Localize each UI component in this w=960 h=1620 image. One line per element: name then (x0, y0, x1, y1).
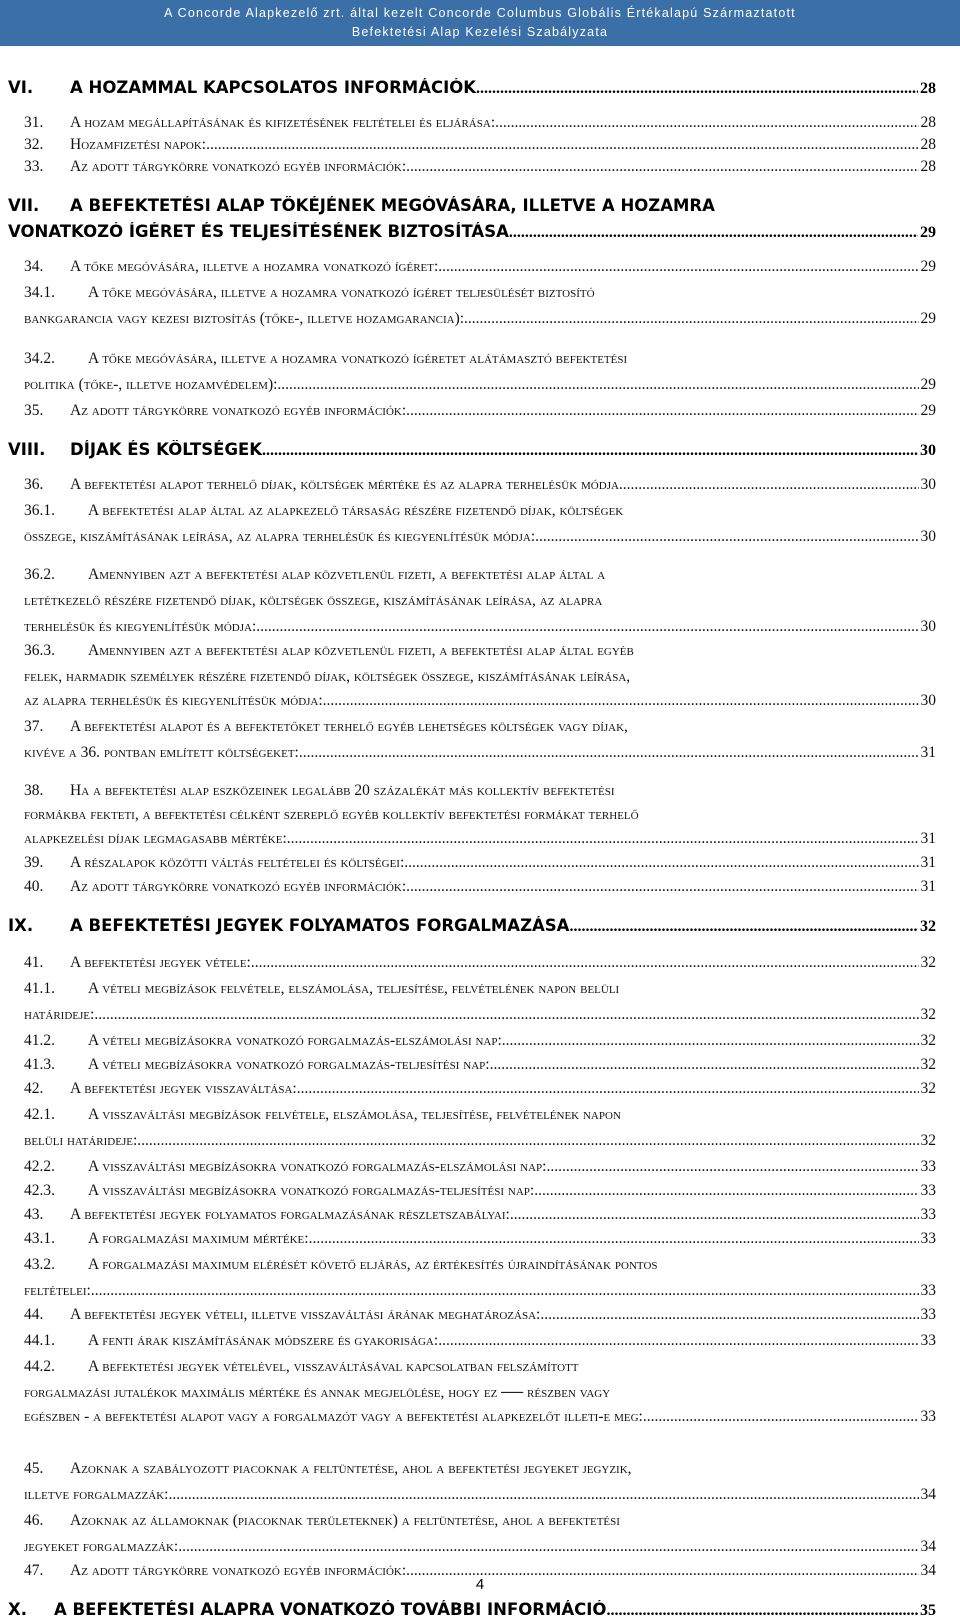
toc-entry[interactable] (8, 196, 936, 215)
toc-entry-title: Az adott tárgykörre vonatkozó egyéb információk: (70, 158, 407, 175)
dot-leader (323, 692, 919, 710)
toc-entry[interactable] (24, 980, 936, 998)
toc-entry[interactable] (24, 284, 936, 302)
toc-entry-number: VII. (8, 196, 40, 215)
toc-entry-page: 32 (920, 1032, 936, 1049)
dot-leader (510, 1206, 919, 1224)
dot-leader (535, 528, 918, 546)
toc-entry-title: A vételi megbízások felvétele, elszámolása, teljesítése, felvételének napon belüli (88, 980, 620, 997)
toc-entry-title: A befektetési jegyek folyamatos forgalmazásának részletszabályai: (70, 1206, 510, 1223)
toc-entry-title: A befektetési jegyek vételi, illetve visszaváltási árának meghatározása: (70, 1306, 541, 1323)
toc-entry-number: 31. (24, 114, 44, 131)
toc-entry-title: A visszaváltási megbízásokra vonatkozó forgalmazás-teljesítési nap: (88, 1182, 535, 1199)
dot-leader (299, 744, 919, 762)
toc-entry-title: A részalapok közötti váltás feltételei és költségei: (70, 854, 405, 871)
toc-entry-page: 33 (920, 1408, 936, 1425)
toc-entry-title-continued: összege, kiszámításának leírása, az alapra terhelésük és kiegyenlítésük módja: (24, 528, 536, 545)
toc-entry[interactable] (24, 350, 936, 368)
toc-entry-page: 32 (920, 954, 936, 971)
toc-entry[interactable] (24, 1358, 936, 1376)
toc-entry-continuation[interactable] (24, 1006, 936, 1024)
dot-leader (404, 854, 918, 872)
dot-leader (178, 1538, 918, 1556)
toc-entry-number: 41.2. (24, 1032, 55, 1049)
toc-entry-continuation[interactable] (24, 806, 936, 824)
toc-entry[interactable] (24, 1512, 936, 1530)
dot-leader (490, 1056, 919, 1074)
dot-leader (297, 1080, 919, 1098)
toc-entry-page: 32 (920, 1056, 936, 1073)
dot-leader (534, 1182, 918, 1200)
dot-leader (438, 258, 918, 276)
toc-entry-title: A BEFEKTETÉSI JEGYEK FOLYAMATOS FORGALMAZÁSA (70, 916, 570, 935)
toc-entry-page: 28 (920, 136, 936, 153)
toc-entry-number: 34.2. (24, 350, 55, 367)
toc-entry-title-continued: egészben - a befektetési alapot vagy a forgalmazót vagy a befektetési alapkezelőt illeti-e meg: (24, 1408, 643, 1425)
toc-entry-title-continued: az alapra terhelésük és kiegyenlítésük módja: (24, 692, 323, 709)
dot-leader (206, 136, 918, 154)
toc-entry-title: A tőke megóvására, illetve a hozamra vonatkozó ígéretet alátámasztó befektetési (88, 350, 628, 367)
toc-entry-number: 41.1. (24, 980, 55, 997)
toc-entry-number: 35. (24, 402, 44, 419)
toc-entry-page: 30 (920, 442, 936, 459)
toc-entry-page: 33 (920, 1282, 936, 1299)
toc-entry-title-continued: alapkezelési díjak legmagasabb mértéke: (24, 830, 287, 847)
toc-entry-continuation[interactable] (24, 528, 936, 546)
toc-entry-title: A forgalmazási maximum elérését követő eljárás, az értékesítés újraindításának pontos (88, 1256, 658, 1273)
dot-leader (256, 618, 918, 636)
toc-entry-continuation[interactable] (24, 692, 936, 710)
dot-leader (406, 878, 918, 896)
toc-entry-number: 32. (24, 136, 44, 153)
toc-entry-page: 33 (920, 1332, 936, 1349)
toc-entry-number: 42.1. (24, 1106, 55, 1123)
dot-leader (309, 1230, 919, 1248)
toc-entry[interactable] (24, 1460, 936, 1478)
toc-entry-number: 34.1. (24, 284, 55, 301)
toc-entry-number: 43.2. (24, 1256, 55, 1273)
toc-entry-title: A BEFEKTETÉSI ALAPRA VONATKOZÓ TOVÁBBI INFORMÁCIÓ (54, 1600, 607, 1619)
toc-entry[interactable] (24, 402, 936, 420)
toc-entry-title-continued: határideje: (24, 1006, 95, 1023)
toc-entry-number: 34. (24, 258, 44, 275)
toc-entry-number: 42. (24, 1080, 44, 1097)
page-number: 4 (475, 1576, 485, 1593)
toc-entry[interactable] (24, 718, 936, 736)
toc-entry-page: 28 (920, 114, 936, 131)
toc-entry-page: 32 (920, 1080, 936, 1097)
toc-entry-page: 29 (920, 258, 936, 275)
dot-leader (540, 1306, 918, 1324)
toc-entry-title: A forgalmazási maximum mértéke: (88, 1230, 309, 1247)
toc-entry[interactable] (24, 136, 936, 154)
toc-entry-title-continued: letétkezelő részére fizetendő díjak, költségek összege, kiszámításának leírása, az alapra (24, 592, 603, 609)
toc-entry-number: 41.3. (24, 1056, 55, 1073)
toc-entry-title-continued: jegyeket forgalmazzák: (24, 1538, 179, 1555)
dot-leader (277, 376, 918, 394)
dot-leader (569, 918, 918, 936)
toc-entry-number: 46. (24, 1512, 44, 1529)
toc-entry[interactable] (24, 1158, 936, 1176)
toc-entry[interactable] (24, 114, 936, 132)
toc-entry-page: 33 (920, 1206, 936, 1223)
toc-entry[interactable] (24, 782, 936, 800)
toc-entry-title-continued: politika (tőke-, illetve hozamvédelem): (24, 376, 278, 393)
toc-entry-number: 47. (24, 1562, 44, 1579)
dot-leader (464, 310, 918, 328)
toc-entry-page: 35 (920, 1602, 936, 1619)
dot-leader (287, 830, 919, 848)
toc-entry-continuation[interactable] (24, 618, 936, 636)
toc-entry-page: 31 (920, 744, 936, 761)
toc-entry-number: 39. (24, 854, 44, 871)
dot-leader (643, 1408, 919, 1426)
toc-entry-title: A visszaváltási megbízások felvétele, elszámolása, teljesítése, felvételének napon (88, 1106, 621, 1123)
toc-entry-continuation[interactable] (8, 222, 936, 242)
toc-entry-number: 37. (24, 718, 44, 735)
toc-entry-page: 31 (920, 830, 936, 847)
toc-entry-page: 30 (920, 476, 936, 493)
toc-entry-title: A hozam megállapításának és kifizetésének feltételei és eljárása: (70, 114, 496, 131)
toc-entry[interactable] (24, 878, 936, 896)
header-line-1: A Concorde Alapkezelő zrt. által kezelt Concorde Columbus Globális Értékalapú Származtatott (164, 6, 796, 20)
dot-leader (137, 1132, 918, 1150)
toc-entry[interactable] (8, 78, 936, 98)
toc-entry-title-continued: terhelésük és kiegyenlítésük módja: (24, 618, 257, 635)
toc-entry-page: 30 (920, 528, 936, 545)
toc-entry-continuation[interactable] (24, 1408, 936, 1426)
toc-entry-page: 33 (920, 1182, 936, 1199)
toc-entry-title: A befektetési alapot terhelő díjak, költségek mértéke és az alapra terhelésük módja (70, 476, 619, 493)
toc-entry-number: 36.3. (24, 642, 55, 659)
toc-entry-number: 40. (24, 878, 44, 895)
toc-entry-number: X. (8, 1600, 27, 1619)
header-line-2: Befektetési Alap Kezelési Szabályzata (351, 25, 609, 39)
toc-entry-title: A befektetési jegyek vétele: (70, 954, 251, 971)
toc-entry[interactable] (24, 1306, 936, 1324)
toc-entry-page: 34 (920, 1538, 936, 1555)
toc-entry[interactable] (24, 1182, 936, 1200)
dot-leader (406, 402, 918, 420)
toc-entry[interactable] (24, 854, 936, 872)
dot-leader (476, 80, 918, 98)
toc-entry-title-continued: illetve forgalmazzák: (24, 1486, 169, 1503)
toc-entry-title-continued: feltételei: (24, 1282, 91, 1299)
toc-entry-page: 32 (920, 1132, 936, 1149)
toc-entry-continuation[interactable] (24, 592, 936, 610)
dot-leader (91, 1282, 919, 1300)
toc-entry-page: 28 (920, 158, 936, 175)
toc-entry-continuation[interactable] (24, 310, 936, 328)
toc-entry-number: 45. (24, 1460, 44, 1477)
dot-leader (606, 1602, 918, 1620)
toc-entry-title: A tőke megóvására, illetve a hozamra vonatkozó ígéret teljesülését biztosító (88, 284, 595, 301)
toc-entry-title-continued: kivéve a 36. pontban említett költségeket: (24, 744, 299, 761)
toc-entry-page: 28 (920, 80, 936, 97)
toc-entry[interactable] (24, 954, 936, 972)
toc-entry-page: 33 (920, 1230, 936, 1247)
toc-entry[interactable] (24, 1332, 936, 1350)
toc-entry-number: 44. (24, 1306, 44, 1323)
toc-entry[interactable] (24, 1256, 936, 1274)
toc-entry[interactable] (8, 916, 936, 936)
toc-entry-page: 34 (920, 1562, 936, 1579)
toc-entry-page: 31 (920, 854, 936, 871)
toc-entry[interactable] (8, 1600, 936, 1620)
toc-entry-number: 42.3. (24, 1182, 55, 1199)
toc-entry-page: 29 (920, 224, 936, 241)
toc-entry-number: VI. (8, 78, 34, 97)
toc-entry[interactable] (8, 440, 936, 460)
toc-entry-page: 30 (920, 618, 936, 635)
toc-entry-continuation[interactable] (24, 376, 936, 394)
toc-entry-continuation[interactable] (24, 1384, 936, 1402)
toc-entry[interactable] (24, 158, 936, 176)
toc-entry-number: 33. (24, 158, 44, 175)
toc-entry-number: 42.2. (24, 1158, 55, 1175)
toc-entry-number: 38. (24, 782, 44, 799)
toc-entry-title: Amennyiben azt a befektetési alap közvetlenül fizeti, a befektetési alap által egyéb (88, 642, 634, 659)
toc-entry[interactable] (24, 1106, 936, 1124)
toc-entry-continuation[interactable] (24, 668, 936, 686)
dot-leader (168, 1486, 918, 1504)
toc-entry-number: 43.1. (24, 1230, 55, 1247)
toc-entry-continuation[interactable] (24, 1282, 936, 1300)
toc-entry[interactable] (24, 258, 936, 276)
dot-leader (509, 224, 918, 242)
dot-leader (251, 954, 919, 972)
toc-entry-title: A fenti árak kiszámításának módszere és gyakorisága: (88, 1332, 439, 1349)
toc-entry-page: 32 (920, 1006, 936, 1023)
toc-entry[interactable] (24, 566, 936, 584)
toc-entry-title-continued: bankgarancia vagy kezesi biztosítás (tőke-, illetve hozamgarancia): (24, 310, 465, 327)
toc-entry[interactable] (24, 1032, 936, 1050)
toc-entry-page: 34 (920, 1486, 936, 1503)
toc-entry-page: 29 (920, 402, 936, 419)
toc-entry-title: Az adott tárgykörre vonatkozó egyéb információk: (70, 1562, 407, 1579)
toc-entry-title: Az adott tárgykörre vonatkozó egyéb információk: (70, 402, 407, 419)
toc-entry-title: A BEFEKTETÉSI ALAP TŐKÉJÉNEK MEGÓVÁSÁRA, ILLETVE A HOZAMRA (70, 196, 715, 215)
toc-entry-title: A vételi megbízásokra vonatkozó forgalmazás-teljesítési nap: (88, 1056, 490, 1073)
toc-entry-page: 30 (920, 692, 936, 709)
toc-entry[interactable] (24, 502, 936, 520)
toc-entry-title-continued: forgalmazási jutalékok maximális mértéke és annak megjelölése, hogy ez ── részben vagy (24, 1384, 611, 1401)
toc-entry-page: 31 (920, 878, 936, 895)
toc-entry-title: Ha a befektetési alap eszközeinek legalább 20 százalékát más kollektív befektetési (70, 782, 615, 799)
toc-entry-page: 29 (920, 310, 936, 327)
toc-entry-title: A befektetési jegyek vételével, visszaváltásával kapcsolatban felszámított (88, 1358, 579, 1375)
toc-entry[interactable] (24, 642, 936, 660)
toc-entry[interactable] (24, 1206, 936, 1224)
toc-entry-number: 36.2. (24, 566, 55, 583)
toc-entry-page: 33 (920, 1158, 936, 1175)
dot-leader (438, 1332, 918, 1350)
dot-leader (94, 1006, 918, 1024)
toc-entry-title: A HOZAMMAL KAPCSOLATOS INFORMÁCIÓK (70, 78, 477, 97)
dot-leader (502, 1032, 919, 1050)
toc-entry-number: 43. (24, 1206, 44, 1223)
toc-entry-page: 33 (920, 1306, 936, 1323)
toc-entry-number: VIII. (8, 440, 46, 459)
toc-entry-continuation[interactable] (24, 1132, 936, 1150)
toc-entry-page: 29 (920, 376, 936, 393)
dot-leader (495, 114, 918, 132)
toc-entry-title: A befektetési alapot és a befektetőket terhelő egyéb lehetséges költségek vagy díjak, (70, 718, 628, 735)
toc-entry-title: DÍJAK ÉS KÖLTSÉGEK (70, 440, 263, 459)
toc-entry-number: 44.1. (24, 1332, 55, 1349)
toc-entry-title: A tőke megóvására, illetve a hozamra vonatkozó ígéret: (70, 258, 439, 275)
dot-leader (546, 1158, 918, 1176)
toc-entry-number: 36.1. (24, 502, 55, 519)
toc-entry-title: Az adott tárgykörre vonatkozó egyéb információk: (70, 878, 407, 895)
toc-entry-number: 44.2. (24, 1358, 55, 1375)
toc-entry-title: Azoknak az államoknak (piacoknak területeknek) a feltüntetése, ahol a befektetési (70, 1512, 620, 1529)
toc-entry-number: IX. (8, 916, 34, 935)
dot-leader (619, 476, 919, 494)
toc-entry[interactable] (24, 1056, 936, 1074)
toc-entry-continuation[interactable] (24, 830, 936, 848)
toc-entry-title: A visszaváltási megbízásokra vonatkozó forgalmazás-elszámolási nap: (88, 1158, 547, 1175)
toc-entry[interactable] (24, 1080, 936, 1098)
toc-entry-title-continued: felek, harmadik személyek részére fizetendő díjak, költségek összege, kiszámításának leírása, (24, 668, 631, 685)
toc-entry-title-continued: VONATKOZÓ ÍGÉRET ÉS TELJESÍTÉSÉNEK BIZTOSÍTÁSA (8, 222, 509, 241)
toc-entry-continuation[interactable] (24, 1486, 936, 1504)
running-header (0, 0, 960, 46)
toc-entry-title: A befektetési alap által az alapkezelő társaság részére fizetendő díjak, költségek (88, 502, 624, 519)
toc-entry-title: Hozamfizetési napok: (70, 136, 207, 153)
toc-entry-page: 32 (920, 918, 936, 935)
toc-entry-title-continued: belüli határideje: (24, 1132, 138, 1149)
toc-entry-number: 41. (24, 954, 44, 971)
toc-entry-continuation[interactable] (24, 744, 936, 762)
toc-entry-title-continued: formákba fekteti, a befektetési célként szereplő egyéb kollektív befektetési formákat terhelő (24, 806, 639, 823)
toc-entry[interactable] (24, 1230, 936, 1248)
dot-leader (406, 158, 918, 176)
toc-entry-title: Amennyiben azt a befektetési alap közvetlenül fizeti, a befektetési alap által a (88, 566, 606, 583)
dot-leader (262, 442, 918, 460)
toc-entry-number: 36. (24, 476, 44, 493)
toc-entry-continuation[interactable] (24, 1538, 936, 1556)
toc-entry-title: Azoknak a szabályozott piacoknak a feltüntetése, ahol a befektetési jegyeket jegyzik, (70, 1460, 632, 1477)
toc-entry-title: A befektetési jegyek visszaváltása: (70, 1080, 297, 1097)
toc-entry[interactable] (24, 476, 936, 494)
toc-entry-title: A vételi megbízásokra vonatkozó forgalmazás-elszámolási nap: (88, 1032, 502, 1049)
